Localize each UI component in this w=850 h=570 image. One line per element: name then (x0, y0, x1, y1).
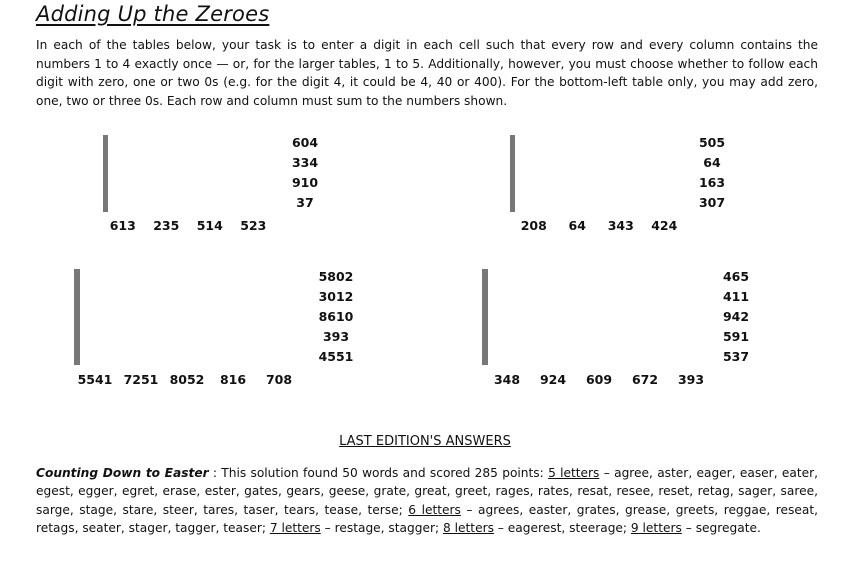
row-sum: 591 (722, 329, 750, 344)
puzzle-grid (482, 269, 488, 365)
grid-row (483, 289, 488, 308)
grid-row (75, 327, 80, 346)
column-sum: 816 (219, 372, 247, 387)
column-sum: 924 (539, 372, 567, 387)
column-sum: 64 (568, 218, 586, 233)
answer-group-words: – agrees, easter, grates, grease, greets, reggae, reseat, retags, seater, stager, tagger, teaser; (36, 502, 818, 536)
grid-cell[interactable] (487, 308, 488, 327)
page-title: Adding Up the Zeroes (36, 2, 270, 26)
answer-group-words: – eagerest, steerage; (493, 521, 631, 536)
grid-row (75, 346, 80, 365)
answer-group-label: 5 letters (548, 466, 600, 480)
row-sum: 163 (698, 175, 726, 190)
row-sum: 505 (698, 135, 726, 150)
answer-group-words: – agree, aster, eager, easer, eater, egest, egger, egret, erase, ester, gates, gears, geese, grate, great, greet, rages, rates, resat, resee, reset, retag, sager, saree, sarge, stage, stare, steer, tares, taser, tears, tease, terse; (36, 466, 818, 517)
row-sum: 942 (722, 309, 750, 324)
puzzle-grid (510, 135, 515, 212)
column-sum: 609 (585, 372, 613, 387)
answer-group-label: 6 letters (408, 502, 461, 517)
grid-cell[interactable] (107, 155, 108, 174)
grid-cell[interactable] (79, 346, 80, 365)
answer-group-label: 9 letters (630, 521, 682, 536)
grid-cell[interactable] (514, 193, 515, 212)
column-sums (512, 218, 686, 233)
row-sum: 537 (722, 349, 750, 364)
row-sums (718, 267, 754, 367)
grid-row (75, 308, 80, 327)
grid-cell[interactable] (514, 174, 515, 193)
grid-row (483, 346, 488, 365)
column-sum: 348 (493, 372, 521, 387)
grid-cell[interactable] (487, 346, 488, 365)
grid-cell[interactable] (79, 327, 80, 346)
answer-summary: This solution found 50 words and scored 285 points: (221, 466, 549, 480)
row-sum: 334 (291, 155, 319, 170)
grid-row (75, 270, 80, 289)
column-sum: 5541 (77, 372, 113, 387)
answer-separator: : (208, 466, 222, 480)
answers-heading: LAST EDITION'S ANSWERS (339, 434, 511, 449)
column-sums (101, 218, 275, 233)
row-sum: 4551 (318, 349, 354, 364)
row-sum: 64 (703, 155, 721, 170)
row-sum: 3012 (318, 289, 354, 304)
grid-row (483, 327, 488, 346)
grid-cell[interactable] (79, 289, 80, 308)
grid-row (483, 308, 488, 327)
grid-cell[interactable] (107, 136, 108, 155)
grid-cell[interactable] (79, 270, 80, 289)
row-sum: 411 (722, 289, 750, 304)
column-sum: 8052 (169, 372, 205, 387)
answer-puzzle-name: Counting Down to Easter (36, 466, 209, 480)
instructions-text: In each of the tables below, your task is to enter a digit in each cell such that every row and every column contains the numbers 1 to 4 exactly once — or, for the larger tables, 1 to 5. Additionally, however, you must choose whether to follow each digit with zero, one or two 0s (e.g. for the digit 4, it could be 4, 40 or 400). For the bottom-left table only, you may add zero, one, two or three 0s. Each row and column must sum to the numbers shown. (36, 38, 818, 108)
column-sum: 514 (196, 218, 223, 233)
answer-group-words: – restage, stagger; (320, 521, 443, 536)
row-sum: 37 (296, 195, 314, 210)
column-sums (484, 372, 714, 387)
row-sum: 465 (722, 269, 750, 284)
row-sum: 910 (291, 175, 319, 190)
grid-cell[interactable] (514, 155, 515, 174)
row-sum: 604 (291, 135, 319, 150)
answer-group-label: 7 letters (269, 521, 321, 536)
column-sum: 208 (520, 218, 547, 233)
row-sums (692, 133, 732, 213)
answers-text (36, 464, 818, 538)
column-sum: 708 (265, 372, 293, 387)
column-sum: 424 (651, 218, 678, 233)
grid-row (511, 155, 515, 174)
row-sum: 307 (698, 195, 726, 210)
column-sum: 393 (677, 372, 705, 387)
grid-row (511, 136, 515, 155)
answer-group-label: 8 letters (443, 521, 494, 536)
grid-cell[interactable] (487, 270, 488, 289)
column-sum: 343 (607, 218, 634, 233)
grid-cell[interactable] (107, 174, 108, 193)
answer-group-words: – segregate. (681, 521, 761, 536)
column-sum: 523 (240, 218, 267, 233)
column-sum: 672 (631, 372, 659, 387)
grid-cell[interactable] (514, 136, 515, 155)
column-sum: 7251 (123, 372, 159, 387)
grid-cell[interactable] (79, 308, 80, 327)
grid-cell[interactable] (487, 327, 488, 346)
puzzle-grid (74, 269, 80, 365)
row-sum: 5802 (318, 269, 354, 284)
row-sums (312, 267, 360, 367)
grid-row (104, 193, 108, 212)
row-sum: 393 (322, 329, 350, 344)
grid-row (104, 136, 108, 155)
grid-row (75, 289, 80, 308)
grid-cell[interactable] (487, 289, 488, 308)
grid-row (511, 174, 515, 193)
grid-row (104, 155, 108, 174)
column-sum: 613 (109, 218, 136, 233)
row-sums (285, 133, 325, 213)
row-sum: 8610 (318, 309, 354, 324)
grid-row (483, 270, 488, 289)
grid-row (511, 193, 515, 212)
grid-cell[interactable] (107, 193, 108, 212)
grid-row (104, 174, 108, 193)
puzzle-grid (103, 135, 108, 212)
column-sum: 235 (153, 218, 180, 233)
column-sums (72, 372, 302, 387)
